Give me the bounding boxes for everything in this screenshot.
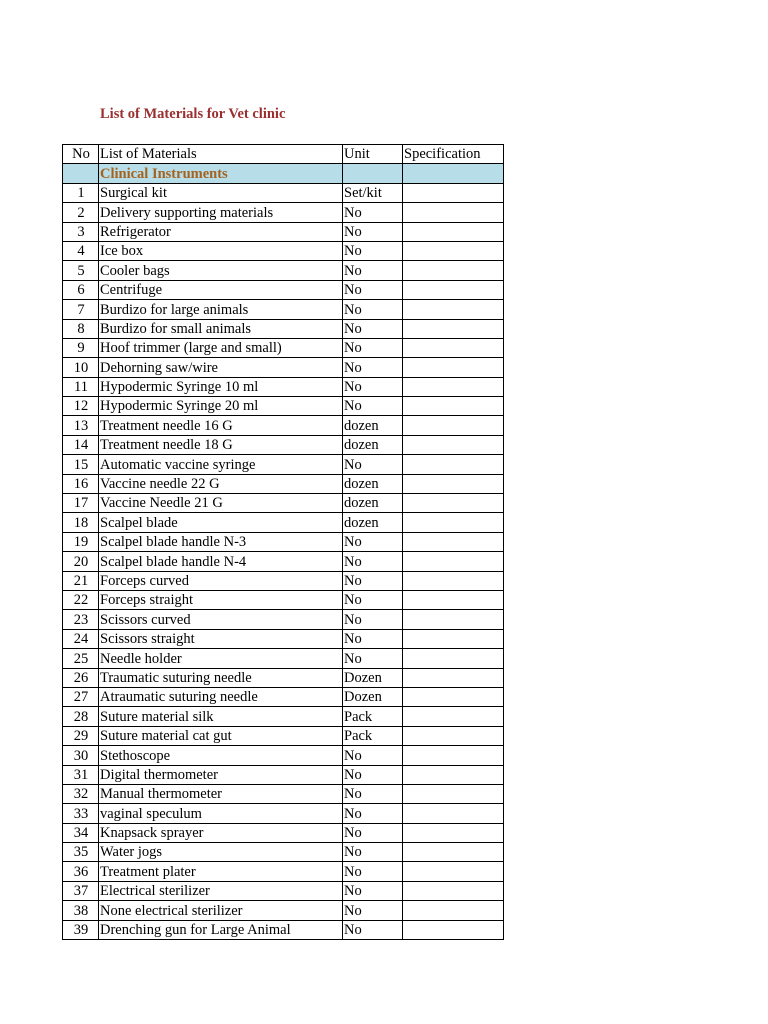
row-material: vaginal speculum bbox=[99, 804, 343, 823]
row-number: 11 bbox=[63, 377, 99, 396]
table-row bbox=[63, 319, 504, 338]
row-number: 12 bbox=[63, 397, 99, 416]
table-row bbox=[63, 765, 504, 784]
row-number: 13 bbox=[63, 416, 99, 435]
row-specification bbox=[403, 261, 504, 280]
row-specification bbox=[403, 532, 504, 551]
row-specification bbox=[403, 590, 504, 609]
row-specification bbox=[403, 319, 504, 338]
row-material: Suture material cat gut bbox=[99, 726, 343, 745]
section-no-cell bbox=[63, 164, 99, 183]
row-unit: No bbox=[343, 765, 403, 784]
row-specification bbox=[403, 494, 504, 513]
row-specification bbox=[403, 784, 504, 803]
row-number: 23 bbox=[63, 610, 99, 629]
row-specification bbox=[403, 610, 504, 629]
row-number: 38 bbox=[63, 901, 99, 920]
row-material: Needle holder bbox=[99, 649, 343, 668]
table-row bbox=[63, 222, 504, 241]
row-specification bbox=[403, 474, 504, 493]
row-unit: No bbox=[343, 571, 403, 590]
table-row bbox=[63, 261, 504, 280]
table-row bbox=[63, 183, 504, 202]
row-material: Automatic vaccine syringe bbox=[99, 455, 343, 474]
row-specification bbox=[403, 746, 504, 765]
table-row bbox=[63, 377, 504, 396]
row-specification bbox=[403, 649, 504, 668]
row-unit: No bbox=[343, 203, 403, 222]
table-row bbox=[63, 590, 504, 609]
row-number: 16 bbox=[63, 474, 99, 493]
row-specification bbox=[403, 668, 504, 687]
materials-table-body bbox=[63, 145, 504, 940]
row-number: 27 bbox=[63, 687, 99, 706]
row-number: 8 bbox=[63, 319, 99, 338]
row-material: Manual thermometer bbox=[99, 784, 343, 803]
row-specification bbox=[403, 435, 504, 454]
row-specification bbox=[403, 881, 504, 900]
row-number: 7 bbox=[63, 300, 99, 319]
row-material: Burdizo for small animals bbox=[99, 319, 343, 338]
table-row bbox=[63, 843, 504, 862]
row-specification bbox=[403, 377, 504, 396]
row-unit: No bbox=[343, 823, 403, 842]
row-material: Scissors straight bbox=[99, 629, 343, 648]
row-unit: No bbox=[343, 532, 403, 551]
row-unit: No bbox=[343, 319, 403, 338]
table-row bbox=[63, 629, 504, 648]
row-unit: No bbox=[343, 338, 403, 357]
row-specification bbox=[403, 707, 504, 726]
row-material: Forceps straight bbox=[99, 590, 343, 609]
materials-table bbox=[62, 144, 504, 940]
row-number: 26 bbox=[63, 668, 99, 687]
row-specification bbox=[403, 920, 504, 939]
row-specification bbox=[403, 552, 504, 571]
row-material: Hoof trimmer (large and small) bbox=[99, 338, 343, 357]
row-number: 14 bbox=[63, 435, 99, 454]
row-material: Treatment needle 18 G bbox=[99, 435, 343, 454]
table-row bbox=[63, 280, 504, 299]
table-row bbox=[63, 571, 504, 590]
row-specification bbox=[403, 513, 504, 532]
row-specification bbox=[403, 571, 504, 590]
row-unit: Pack bbox=[343, 707, 403, 726]
row-unit: No bbox=[343, 610, 403, 629]
table-row bbox=[63, 474, 504, 493]
row-unit: No bbox=[343, 397, 403, 416]
table-row bbox=[63, 687, 504, 706]
table-row bbox=[63, 707, 504, 726]
section-row bbox=[63, 164, 504, 183]
table-row bbox=[63, 435, 504, 454]
row-number: 32 bbox=[63, 784, 99, 803]
table-row bbox=[63, 338, 504, 357]
table-row bbox=[63, 552, 504, 571]
row-number: 18 bbox=[63, 513, 99, 532]
row-number: 22 bbox=[63, 590, 99, 609]
row-specification bbox=[403, 183, 504, 202]
row-number: 15 bbox=[63, 455, 99, 474]
row-material: Atraumatic suturing needle bbox=[99, 687, 343, 706]
row-material: Treatment plater bbox=[99, 862, 343, 881]
row-material: Knapsack sprayer bbox=[99, 823, 343, 842]
row-unit: dozen bbox=[343, 474, 403, 493]
row-unit: No bbox=[343, 590, 403, 609]
row-unit: No bbox=[343, 649, 403, 668]
row-material: Refrigerator bbox=[99, 222, 343, 241]
row-number: 3 bbox=[63, 222, 99, 241]
row-unit: dozen bbox=[343, 513, 403, 532]
row-material: Forceps curved bbox=[99, 571, 343, 590]
row-unit: No bbox=[343, 804, 403, 823]
row-specification bbox=[403, 300, 504, 319]
table-row bbox=[63, 804, 504, 823]
row-unit: No bbox=[343, 552, 403, 571]
row-unit: No bbox=[343, 222, 403, 241]
row-material: Water jogs bbox=[99, 843, 343, 862]
table-row bbox=[63, 241, 504, 260]
row-material: Treatment needle 16 G bbox=[99, 416, 343, 435]
row-number: 39 bbox=[63, 920, 99, 939]
row-material: Scalpel blade handle N-3 bbox=[99, 532, 343, 551]
row-number: 24 bbox=[63, 629, 99, 648]
table-row bbox=[63, 746, 504, 765]
row-specification bbox=[403, 338, 504, 357]
row-material: Centrifuge bbox=[99, 280, 343, 299]
row-material: Delivery supporting materials bbox=[99, 203, 343, 222]
row-number: 35 bbox=[63, 843, 99, 862]
row-material: Scissors curved bbox=[99, 610, 343, 629]
row-specification bbox=[403, 397, 504, 416]
table-row bbox=[63, 203, 504, 222]
table-row bbox=[63, 881, 504, 900]
row-number: 21 bbox=[63, 571, 99, 590]
table-row bbox=[63, 300, 504, 319]
row-number: 36 bbox=[63, 862, 99, 881]
row-specification bbox=[403, 455, 504, 474]
section-spec-cell bbox=[403, 164, 504, 183]
row-number: 30 bbox=[63, 746, 99, 765]
row-material: Dehorning saw/wire bbox=[99, 358, 343, 377]
row-unit: No bbox=[343, 261, 403, 280]
table-row bbox=[63, 726, 504, 745]
table-row bbox=[63, 901, 504, 920]
row-number: 34 bbox=[63, 823, 99, 842]
row-specification bbox=[403, 901, 504, 920]
section-title: Clinical Instruments bbox=[99, 164, 343, 183]
row-specification bbox=[403, 416, 504, 435]
row-unit: dozen bbox=[343, 435, 403, 454]
page-title: List of Materials for Vet clinic bbox=[100, 106, 286, 122]
row-number: 33 bbox=[63, 804, 99, 823]
row-material: Electrical sterilizer bbox=[99, 881, 343, 900]
row-material: Suture material silk bbox=[99, 707, 343, 726]
row-unit: No bbox=[343, 843, 403, 862]
row-specification bbox=[403, 280, 504, 299]
row-unit: Dozen bbox=[343, 668, 403, 687]
row-unit: Set/kit bbox=[343, 183, 403, 202]
table-row bbox=[63, 513, 504, 532]
row-material: Ice box bbox=[99, 241, 343, 260]
header-row bbox=[63, 145, 504, 164]
table-row bbox=[63, 862, 504, 881]
header-no: No bbox=[63, 145, 99, 164]
row-unit: No bbox=[343, 455, 403, 474]
row-unit: No bbox=[343, 300, 403, 319]
row-number: 19 bbox=[63, 532, 99, 551]
row-material: None electrical sterilizer bbox=[99, 901, 343, 920]
row-number: 17 bbox=[63, 494, 99, 513]
row-specification bbox=[403, 222, 504, 241]
row-unit: No bbox=[343, 901, 403, 920]
table-row bbox=[63, 649, 504, 668]
row-number: 29 bbox=[63, 726, 99, 745]
row-unit: dozen bbox=[343, 494, 403, 513]
row-material: Hypodermic Syringe 20 ml bbox=[99, 397, 343, 416]
table-row bbox=[63, 416, 504, 435]
row-material: Surgical kit bbox=[99, 183, 343, 202]
header-specification: Specification bbox=[403, 145, 504, 164]
row-unit: No bbox=[343, 881, 403, 900]
row-number: 20 bbox=[63, 552, 99, 571]
row-unit: No bbox=[343, 862, 403, 881]
row-material: Hypodermic Syringe 10 ml bbox=[99, 377, 343, 396]
row-unit: Pack bbox=[343, 726, 403, 745]
row-unit: No bbox=[343, 746, 403, 765]
section-unit-cell bbox=[343, 164, 403, 183]
row-specification bbox=[403, 203, 504, 222]
row-specification bbox=[403, 843, 504, 862]
row-specification bbox=[403, 804, 504, 823]
row-specification bbox=[403, 687, 504, 706]
row-number: 9 bbox=[63, 338, 99, 357]
row-unit: No bbox=[343, 784, 403, 803]
row-unit: No bbox=[343, 280, 403, 299]
row-material: Stethoscope bbox=[99, 746, 343, 765]
row-material: Scalpel blade handle N-4 bbox=[99, 552, 343, 571]
header-material: List of Materials bbox=[99, 145, 343, 164]
table-row bbox=[63, 784, 504, 803]
row-unit: No bbox=[343, 629, 403, 648]
row-material: Digital thermometer bbox=[99, 765, 343, 784]
table-row bbox=[63, 358, 504, 377]
row-material: Burdizo for large animals bbox=[99, 300, 343, 319]
row-specification bbox=[403, 358, 504, 377]
row-number: 1 bbox=[63, 183, 99, 202]
table-row bbox=[63, 397, 504, 416]
row-unit: No bbox=[343, 358, 403, 377]
row-number: 6 bbox=[63, 280, 99, 299]
row-specification bbox=[403, 765, 504, 784]
row-specification bbox=[403, 862, 504, 881]
row-unit: No bbox=[343, 920, 403, 939]
row-number: 31 bbox=[63, 765, 99, 784]
header-unit: Unit bbox=[343, 145, 403, 164]
row-specification bbox=[403, 629, 504, 648]
row-number: 5 bbox=[63, 261, 99, 280]
row-specification bbox=[403, 241, 504, 260]
row-unit: No bbox=[343, 377, 403, 396]
table-row bbox=[63, 920, 504, 939]
row-specification bbox=[403, 726, 504, 745]
row-material: Cooler bags bbox=[99, 261, 343, 280]
table-row bbox=[63, 532, 504, 551]
row-material: Vaccine Needle 21 G bbox=[99, 494, 343, 513]
row-material: Scalpel blade bbox=[99, 513, 343, 532]
table-row bbox=[63, 668, 504, 687]
row-number: 25 bbox=[63, 649, 99, 668]
table-row bbox=[63, 455, 504, 474]
table-row bbox=[63, 823, 504, 842]
row-number: 2 bbox=[63, 203, 99, 222]
row-material: Traumatic suturing needle bbox=[99, 668, 343, 687]
row-material: Vaccine needle 22 G bbox=[99, 474, 343, 493]
row-specification bbox=[403, 823, 504, 842]
row-number: 4 bbox=[63, 241, 99, 260]
row-unit: Dozen bbox=[343, 687, 403, 706]
row-unit: dozen bbox=[343, 416, 403, 435]
row-material: Drenching gun for Large Animal bbox=[99, 920, 343, 939]
row-number: 28 bbox=[63, 707, 99, 726]
table-row bbox=[63, 494, 504, 513]
row-number: 10 bbox=[63, 358, 99, 377]
row-number: 37 bbox=[63, 881, 99, 900]
row-unit: No bbox=[343, 241, 403, 260]
table-row bbox=[63, 610, 504, 629]
